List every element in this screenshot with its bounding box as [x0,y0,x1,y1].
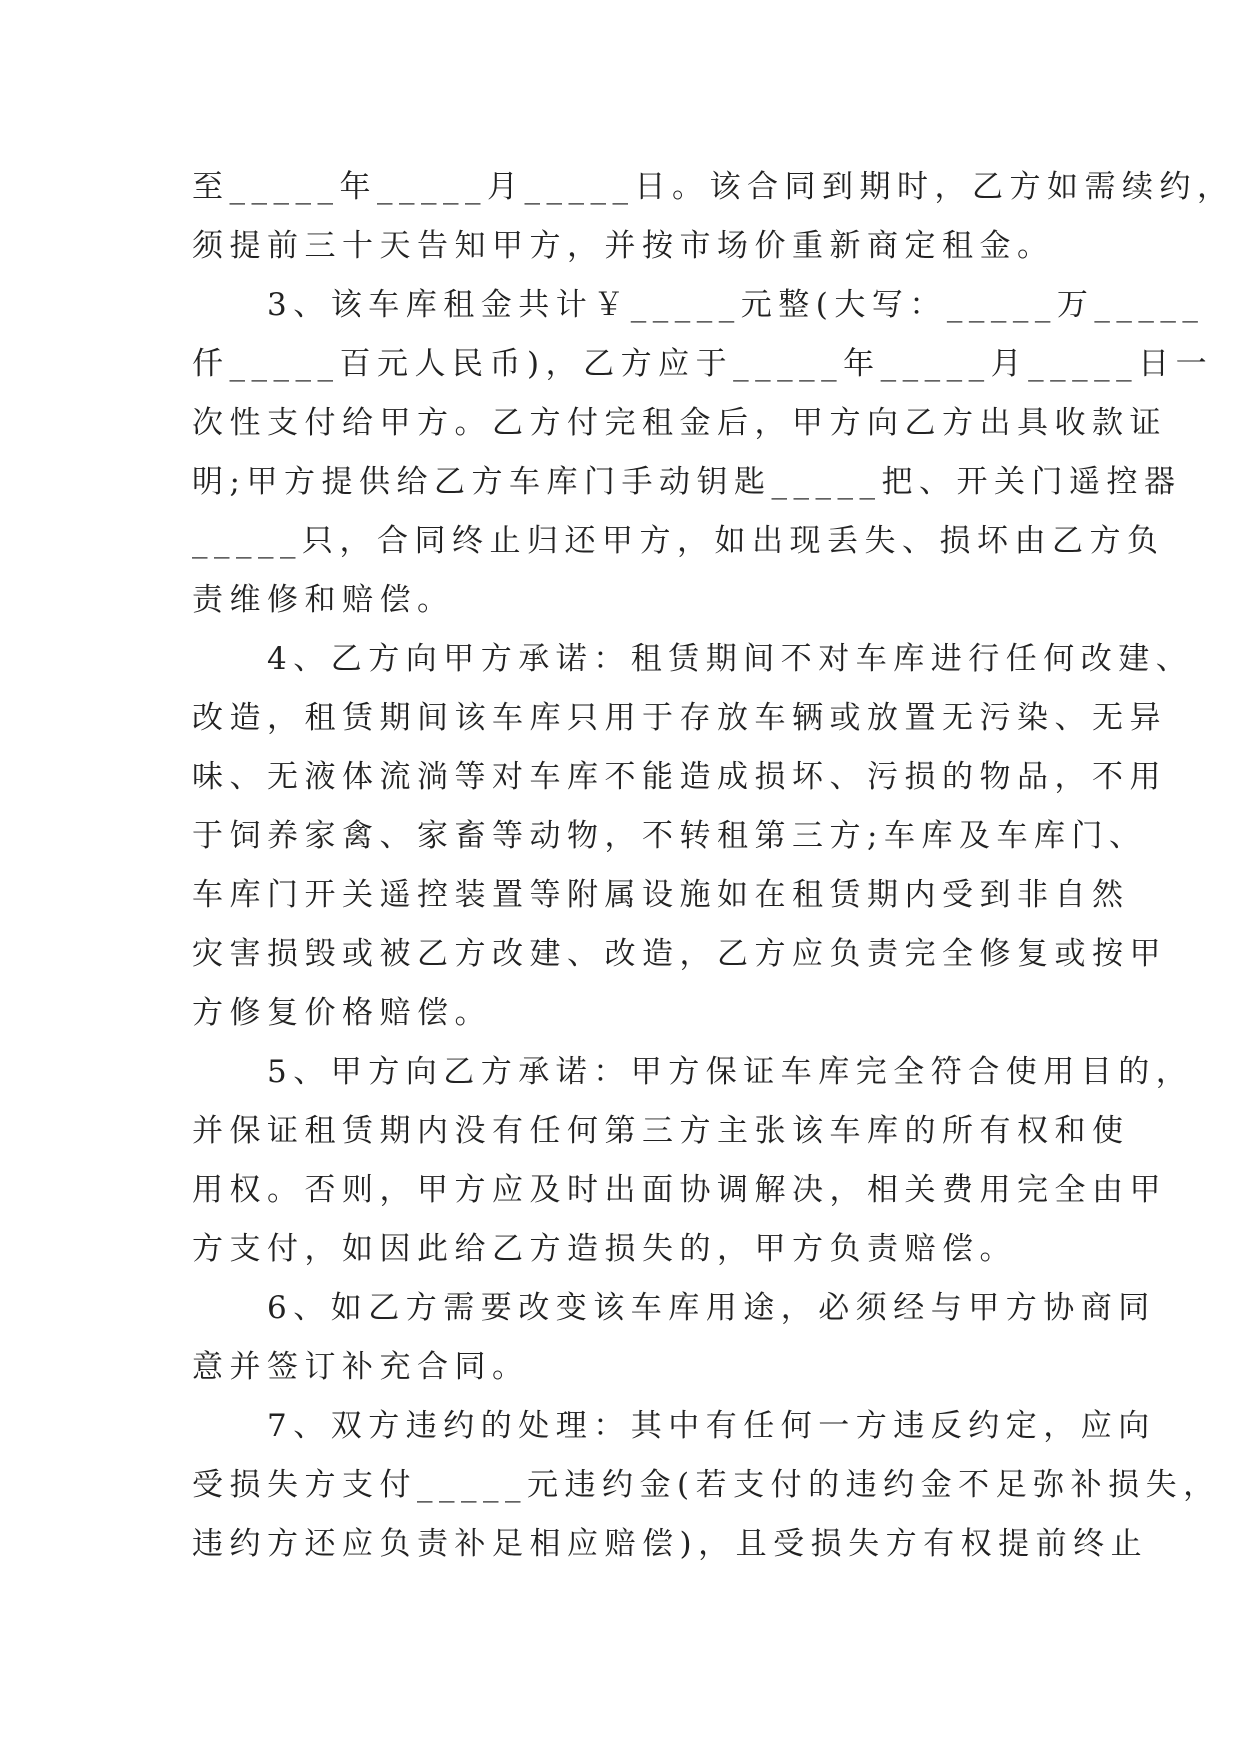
text-line: 须提前三十天告知甲方，并按市场价重新商定租金。 [192,228,1055,264]
text-line: 受损失方支付_____元违约金(若支付的违约金不足弥补损失， [192,1467,1221,1503]
contract-body [192,158,1235,1574]
text-line: 车库门开关遥控装置等附属设施如在租赁期内受到非自然 [192,877,1130,913]
text-line: 方修复价格赔偿。 [192,995,492,1031]
text-line: 意并签订补充合同。 [192,1349,530,1385]
text-line: _____只，合同终止归还甲方，如出现丢失、损坏由乙方负 [192,523,1165,559]
text-line: 改造，租赁期间该车库只用于存放车辆或放置无污染、无异 [192,700,1167,736]
text-line: 7、双方违约的处理：其中有任何一方违反约定，应向 [192,1408,1156,1444]
text-line: 至_____年_____月_____日。该合同到期时，乙方如需续约， [192,169,1235,205]
text-line: 用权。否则，甲方应及时出面协调解决，相关费用完全由甲 [192,1172,1167,1208]
text-line: 责维修和赔偿。 [192,582,455,618]
text-line: 于饲养家禽、家畜等动物，不转租第三方;车库及车库门、 [192,818,1147,854]
text-line: 次性支付给甲方。乙方付完租金后，甲方向乙方出具收款证 [192,405,1167,441]
text-line: 灾害损毁或被乙方改建、改造，乙方应负责完全修复或按甲 [192,936,1167,972]
text-line: 味、无液体流淌等对车库不能造成损坏、污损的物品，不用 [192,759,1167,795]
text-line: 6、如乙方需要改变该车库用途，必须经与甲方协商同 [192,1290,1156,1326]
text-line: 违约方还应负责补足相应赔偿)，且受损失方有权提前终止 [192,1526,1149,1562]
text-line: 并保证租赁期内没有任何第三方主张该车库的所有权和使 [192,1113,1130,1149]
text-line: 仟_____百元人民币)，乙方应于_____年_____月_____日一 [192,346,1214,382]
text-line: 3、该车库租金共计￥_____元整(大写：_____万_____ [192,287,1205,323]
text-line: 方支付，如因此给乙方造损失的，甲方负责赔偿。 [192,1231,1017,1267]
text-line: 明;甲方提供给乙方车库门手动钥匙_____把、开关门遥控器 [192,464,1182,500]
text-line: 5、甲方向乙方承诺：甲方保证车库完全符合使用目的， [192,1054,1194,1090]
text-line: 4、乙方向甲方承诺：租赁期间不对车库进行任何改建、 [192,641,1194,677]
